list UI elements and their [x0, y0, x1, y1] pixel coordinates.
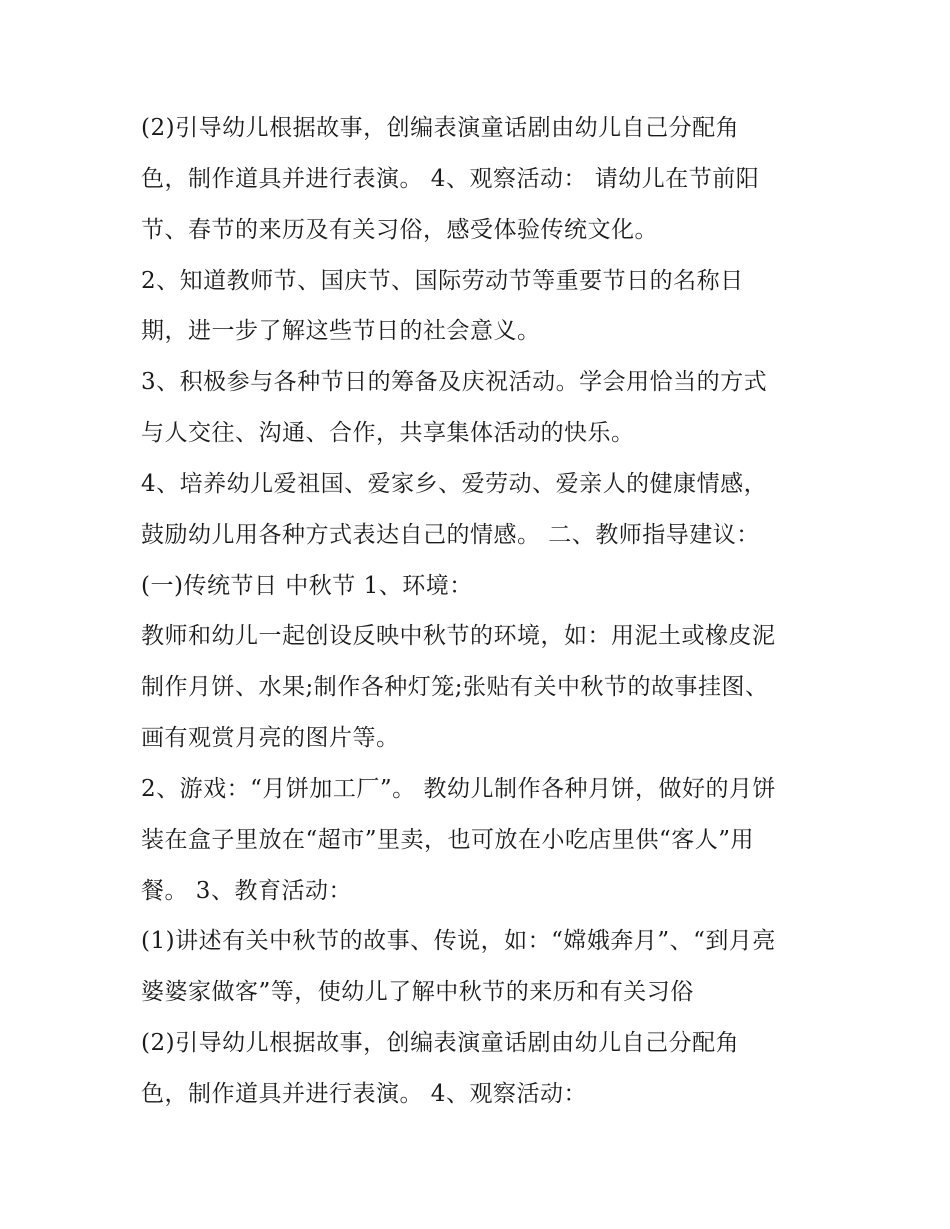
text-line: (2)引导幼儿根据故事，创编表演童话剧由幼儿自己分配角	[141, 1030, 740, 1056]
text-line: 3、积极参与各种节日的筹备及庆祝活动。学会用恰当的方式	[141, 369, 768, 395]
text-line: (1)讲述有关中秋节的故事、传说，如：“嫦娥奔月”、“到月亮	[141, 928, 776, 954]
text-line: 色，制作道具并进行表演。 4、观察活动：	[141, 1081, 587, 1107]
text-line: 色，制作道具并进行表演。 4、观察活动： 请幼儿在节前阳	[141, 166, 760, 192]
text-line: 餐。 3、教育活动：	[141, 878, 352, 904]
text-line: 制作月饼、水果;制作各种灯笼;张贴有关中秋节的故事挂图、	[141, 674, 769, 700]
text-line: 2、知道教师节、国庆节、国际劳动节等重要节日的名称日	[141, 268, 744, 294]
text-line: 4、培养幼儿爱祖国、爱家乡、爱劳动、爱亲人的健康情感，	[141, 471, 768, 497]
text-line: 鼓励幼儿用各种方式表达自己的情感。 二、教师指导建议：	[141, 522, 760, 548]
text-line: 婆婆家做客”等，使幼儿了解中秋节的来历和有关习俗	[141, 979, 694, 1005]
text-line: (一)传统节日 中秋节 1、环境：	[141, 573, 473, 599]
text-line: 2、游戏：“月饼加工厂”。 教幼儿制作各种月饼，做好的月饼	[141, 776, 776, 802]
text-line: 装在盒子里放在“超市”里卖，也可放在小吃店里供“客人”用	[141, 827, 755, 853]
text-line: 画有观赏月亮的图片等。	[141, 725, 400, 751]
text-line: 教师和幼儿一起创设反映中秋节的环境，如：用泥土或橡皮泥	[141, 623, 776, 649]
text-line: 节、春节的来历及有关习俗，感受体验传统文化。	[141, 217, 658, 243]
text-line: (2)引导幼儿根据故事，创编表演童话剧由幼儿自己分配角	[141, 115, 740, 141]
text-line: 与人交往、沟通、合作，共享集体活动的快乐。	[141, 420, 635, 446]
text-line: 期，进一步了解这些节日的社会意义。	[141, 318, 541, 344]
